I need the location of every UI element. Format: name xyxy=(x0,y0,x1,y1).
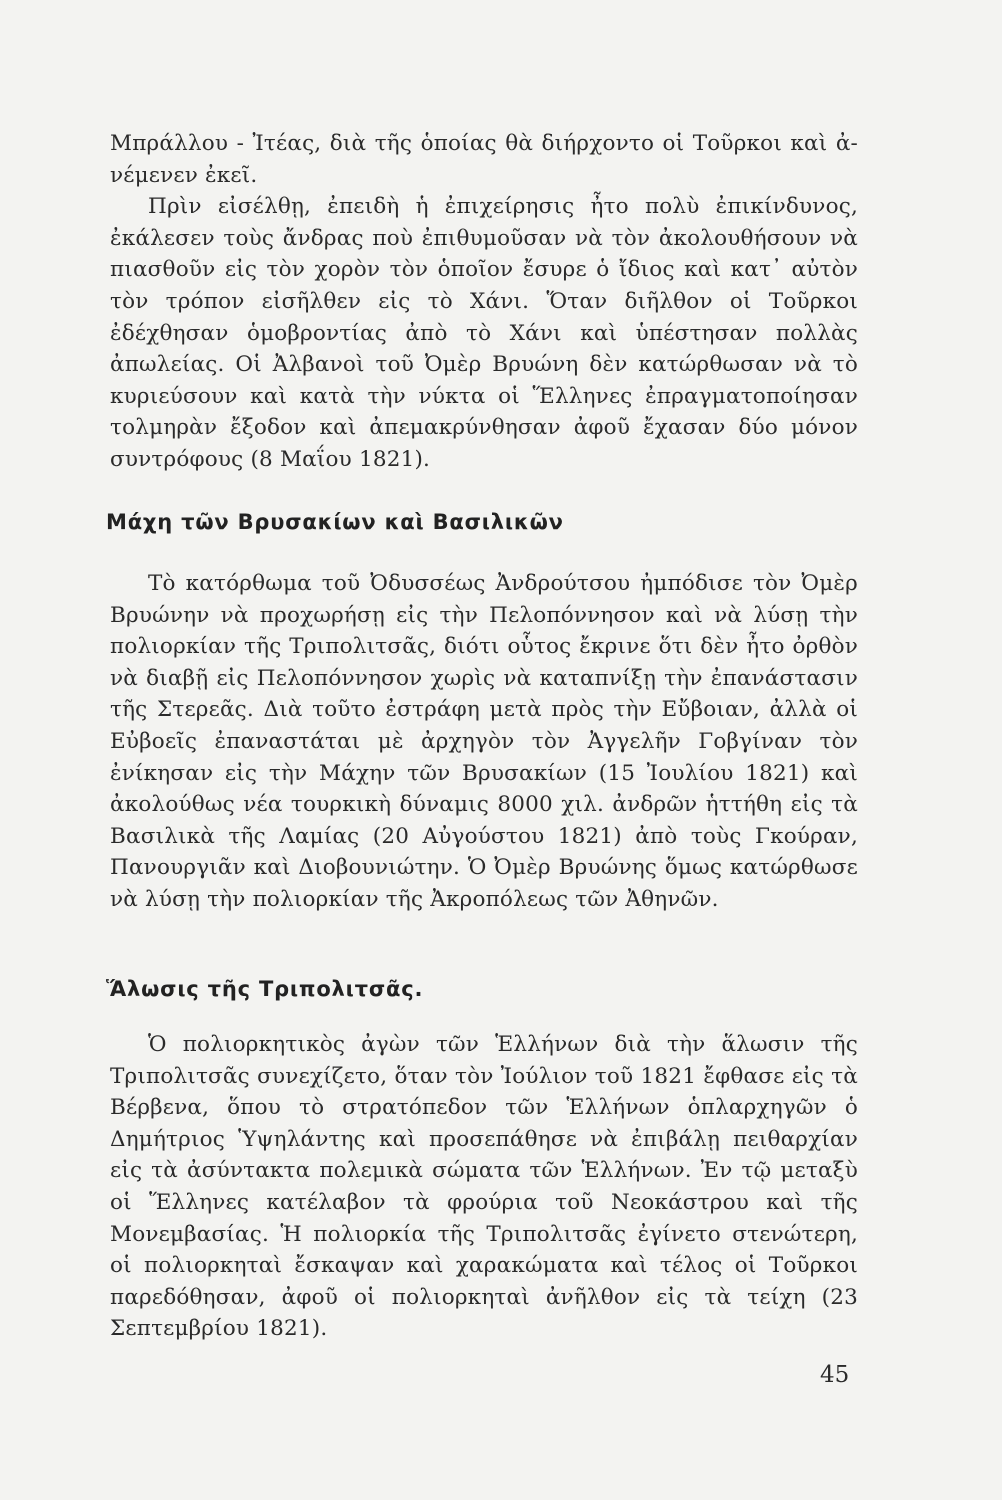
section-2-text-block xyxy=(110,1029,858,1345)
paragraph-khani: Πρὶν εἰσέλθῃ, ἐπειδὴ ἡ ἐπιχείρησις ἦτο πολὺ ἐπικίνδυνος, ἐκάλεσεν τοὺς ἄνδρας ποὺ ἐπιθυμοῦσαν νὰ τὸν ἀκολουθήσουν νὰ πιασθοῦν εἰς τὸν χορὸν τὸν ὁποῖον ἔσυρε ὁ ἴδιος καὶ κατ᾽ αὐτὸν τὸν τρόπον εἰσῆλθεν εἰς τὸ Χάνι. Ὅταν διῆλθον οἱ Τοῦρκοι ἐδέχθησαν ὁμοβροντίας ἀπὸ τὸ Χάνι καὶ ὑπέστησαν πολλὰς ἀπωλείας. Οἱ Ἀλβανοὶ τοῦ Ὀμὲρ Βρυώνη δὲν κατώρθωσαν νὰ τὸ κυριεύσουν καὶ κατὰ τὴν νύκτα οἱ Ἕλληνες ἐπραγματοποίησαν τολμηρὰν ἔξοδον καὶ ἀπεμακρύνθησαν ἀφοῦ ἔχασαν δύο μόνον συντρόφους (8 Μαΐου 1821). xyxy=(110,194,858,472)
section-heading-vrysakia: Μάχη τῶν Βρυσακίων καὶ Βασιλικῶν xyxy=(106,510,564,534)
section-1-text-block xyxy=(110,568,858,916)
page-number: 45 xyxy=(820,1362,850,1388)
section-heading-tripolitsa: Ἅλωσις τῆς Τριπολιτσᾶς. xyxy=(106,977,424,1001)
paragraph-continuation: Μπράλλου - Ἰτέας, διὰ τῆς ὁποίας θὰ διήρχοντο οἱ Τοῦρκοι καὶ ἀ-νέμενεν ἐκεῖ. xyxy=(110,131,858,188)
paragraph-vrysakia: Τὸ κατόρθωμα τοῦ Ὀδυσσέως Ἀνδρούτσου ἠμπόδισε τὸν Ὀμὲρ Βρυώνην νὰ προχωρήσῃ εἰς τὴν Πελοπόννησον καὶ νὰ λύσῃ τὴν πολιορκίαν τῆς Τριπολιτσᾶς, διότι οὗτος ἔκρινε ὅτι δὲν ἦτο ὀρθὸν νὰ διαβῇ εἰς Πελοπόννησον χωρὶς νὰ καταπνίξῃ τὴν ἐπανάστασιν τῆς Στερεᾶς. Διὰ τοῦτο ἐστράφη μετὰ πρὸς τὴν Εὔβοιαν, ἀλλὰ οἱ Εὐβοεῖς ἐπαναστάται μὲ ἀρχηγὸν τὸν Ἀγγελῆν Γοβγίναν τὸν ἐνίκησαν εἰς τὴν Μάχην τῶν Βρυσακίων (15 Ἰουλίου 1821) καὶ ἀκολούθως νέα τουρκικὴ δύναμις 8000 χιλ. ἀνδρῶν ἡττήθη εἰς τὰ Βασιλικὰ τῆς Λαμίας (20 Αὐγούστου 1821) ἀπὸ τοὺς Γκούραν, Πανουργιᾶν καὶ Διοβουνιώτην. Ὁ Ὀμὲρ Βρυώνης ὅμως κατώρθωσε νὰ λύσῃ τὴν πολιορκίαν τῆς Ἀκροπόλεως τῶν Ἀθηνῶν. xyxy=(110,571,858,912)
opening-text-block xyxy=(110,128,858,476)
paragraph-tripolitsa: Ὁ πολιορκητικὸς ἀγὼν τῶν Ἑλλήνων διὰ τὴν ἅλωσιν τῆς Τριπολιτσᾶς συνεχίζετο, ὅταν τὸν Ἰούλιον τοῦ 1821 ἔφθασε εἰς τὰ Βέρβενα, ὅπου τὸ στρατόπεδον τῶν Ἑλλήνων ὁπλαρχηγῶν ὁ Δημήτριος Ὑψηλάντης καὶ προσεπάθησε νὰ ἐπιβάλῃ πειθαρχίαν εἰς τὰ ἀσύντακτα πολεμικὰ σώματα τῶν Ἑλλήνων. Ἐν τῷ μεταξὺ οἱ Ἕλληνες κατέλαβον τὰ φρούρια τοῦ Νεοκάστρου καὶ τῆς Μονεμβασίας. Ἡ πολιορκία τῆς Τριπολιτσᾶς ἐγίνετο στενώτερη, οἱ πολιορκηταὶ ἔσκαψαν καὶ χαρακώματα καὶ τέλος οἱ Τοῦρκοι παρεδόθησαν, ἀφοῦ οἱ πολιορκηταὶ ἀνῆλθον εἰς τὰ τείχη (23 Σεπτεμβρίου 1821). xyxy=(110,1032,858,1342)
